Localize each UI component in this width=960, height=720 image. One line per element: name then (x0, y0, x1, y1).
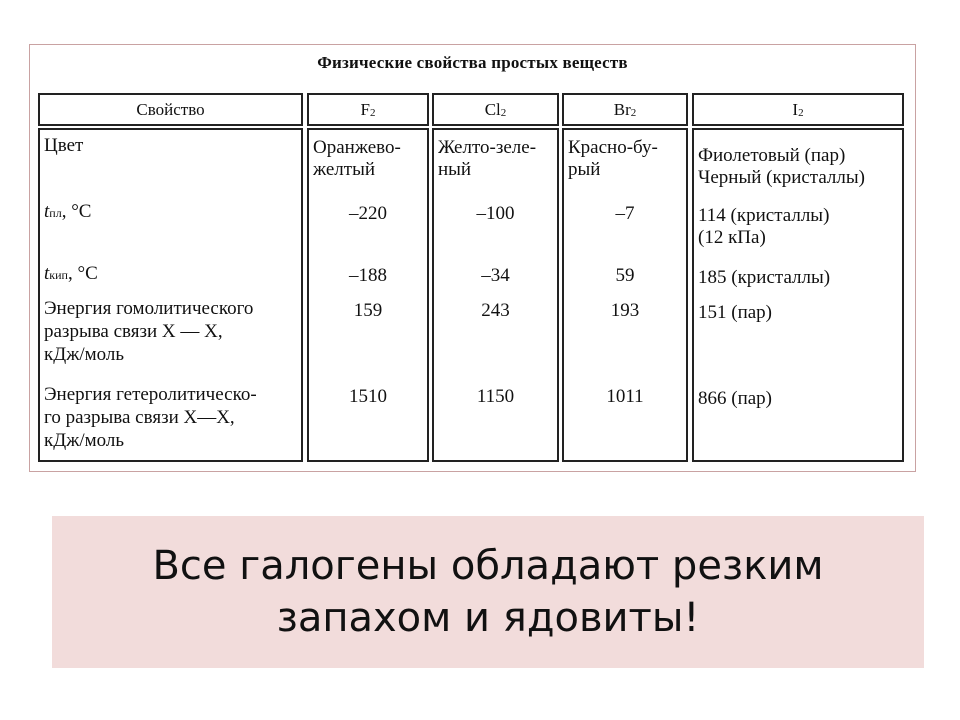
cl2-color-line1: Желто-зеле- (438, 137, 537, 158)
f2-color-line2: желтый (313, 159, 376, 180)
header-f2 (307, 93, 429, 126)
header-cl2-subscript: 2 (500, 106, 507, 119)
row-homolytic-label-line2: разрыва связи X — X, (44, 321, 223, 342)
banner-line-2: запахом и ядовиты! (276, 595, 700, 641)
header-property-label: Свойство (136, 99, 205, 119)
f2-melting: –220 (349, 203, 387, 224)
row-boiling-label (44, 263, 98, 286)
br2-color-line2: рый (568, 159, 601, 180)
i2-color-line2: Черный (кристаллы) (698, 167, 865, 188)
table-title: Физические свойства простых веществ (317, 53, 628, 72)
cl2-heterolytic: 1150 (476, 386, 515, 407)
row-melting-label (44, 201, 91, 224)
banner-line-1: Все галогены обладают резким (152, 543, 824, 589)
column-br2 (562, 128, 688, 462)
header-property (38, 93, 303, 126)
cl2-boiling: –34 (481, 265, 510, 286)
header-i2-label: I (792, 99, 799, 119)
column-f2 (307, 128, 429, 462)
br2-homolytic: 193 (610, 300, 640, 321)
i2-melting-line1: 114 (кристаллы) (698, 205, 830, 226)
row-homolytic-label-line3: кДж/моль (44, 344, 125, 365)
i2-heterolytic: 866 (пар) (698, 388, 773, 409)
row-heterolytic-label-line1: Энергия гетеролитическо- (44, 384, 257, 405)
melting-subscript: пл (49, 206, 62, 220)
i2-boiling: 185 (кристаллы) (698, 267, 831, 288)
cl2-melting: –100 (476, 203, 515, 224)
warning-banner (52, 516, 924, 668)
header-br2-subscript: 2 (630, 106, 637, 119)
cl2-color-line2: ный (438, 159, 472, 180)
row-color-label: Цвет (44, 135, 84, 156)
row-homolytic-label-line1: Энергия гомолитического (44, 298, 254, 319)
column-i2 (692, 128, 904, 462)
boiling-subscript: кип (49, 268, 68, 282)
header-cl2 (432, 93, 559, 126)
br2-melting: –7 (615, 203, 635, 224)
boiling-symbol: t (44, 263, 50, 284)
cl2-homolytic: 243 (481, 300, 510, 321)
f2-heterolytic: 1510 (349, 386, 387, 407)
br2-color-line1: Красно-бу- (568, 137, 658, 158)
f2-homolytic: 159 (353, 300, 383, 321)
header-f2-subscript: 2 (369, 106, 376, 119)
header-cl2-label: Cl (484, 99, 501, 119)
column-property (38, 128, 303, 462)
scanned-table-image (29, 44, 916, 472)
row-heterolytic-label-line2: го разрыва связи X—X, (44, 407, 235, 428)
i2-homolytic: 151 (пар) (698, 302, 773, 323)
header-br2-label: Br (613, 99, 631, 119)
header-f2-label: F (360, 99, 370, 119)
melting-unit: , °C (61, 201, 92, 222)
f2-boiling: –188 (349, 265, 387, 286)
br2-heterolytic: 1011 (606, 386, 644, 407)
melting-symbol: t (44, 201, 50, 222)
column-cl2 (432, 128, 559, 462)
i2-color-line1: Фиолетовый (пар) (698, 145, 846, 166)
br2-boiling: 59 (615, 265, 635, 286)
header-br2 (562, 93, 688, 126)
boiling-unit: , °C (67, 263, 98, 284)
header-i2-subscript: 2 (798, 106, 804, 119)
row-heterolytic-label-line3: кДж/моль (44, 430, 125, 451)
header-i2 (692, 93, 904, 126)
f2-color-line1: Оранжево- (313, 137, 401, 158)
i2-melting-line2: (12 кПа) (698, 227, 766, 248)
